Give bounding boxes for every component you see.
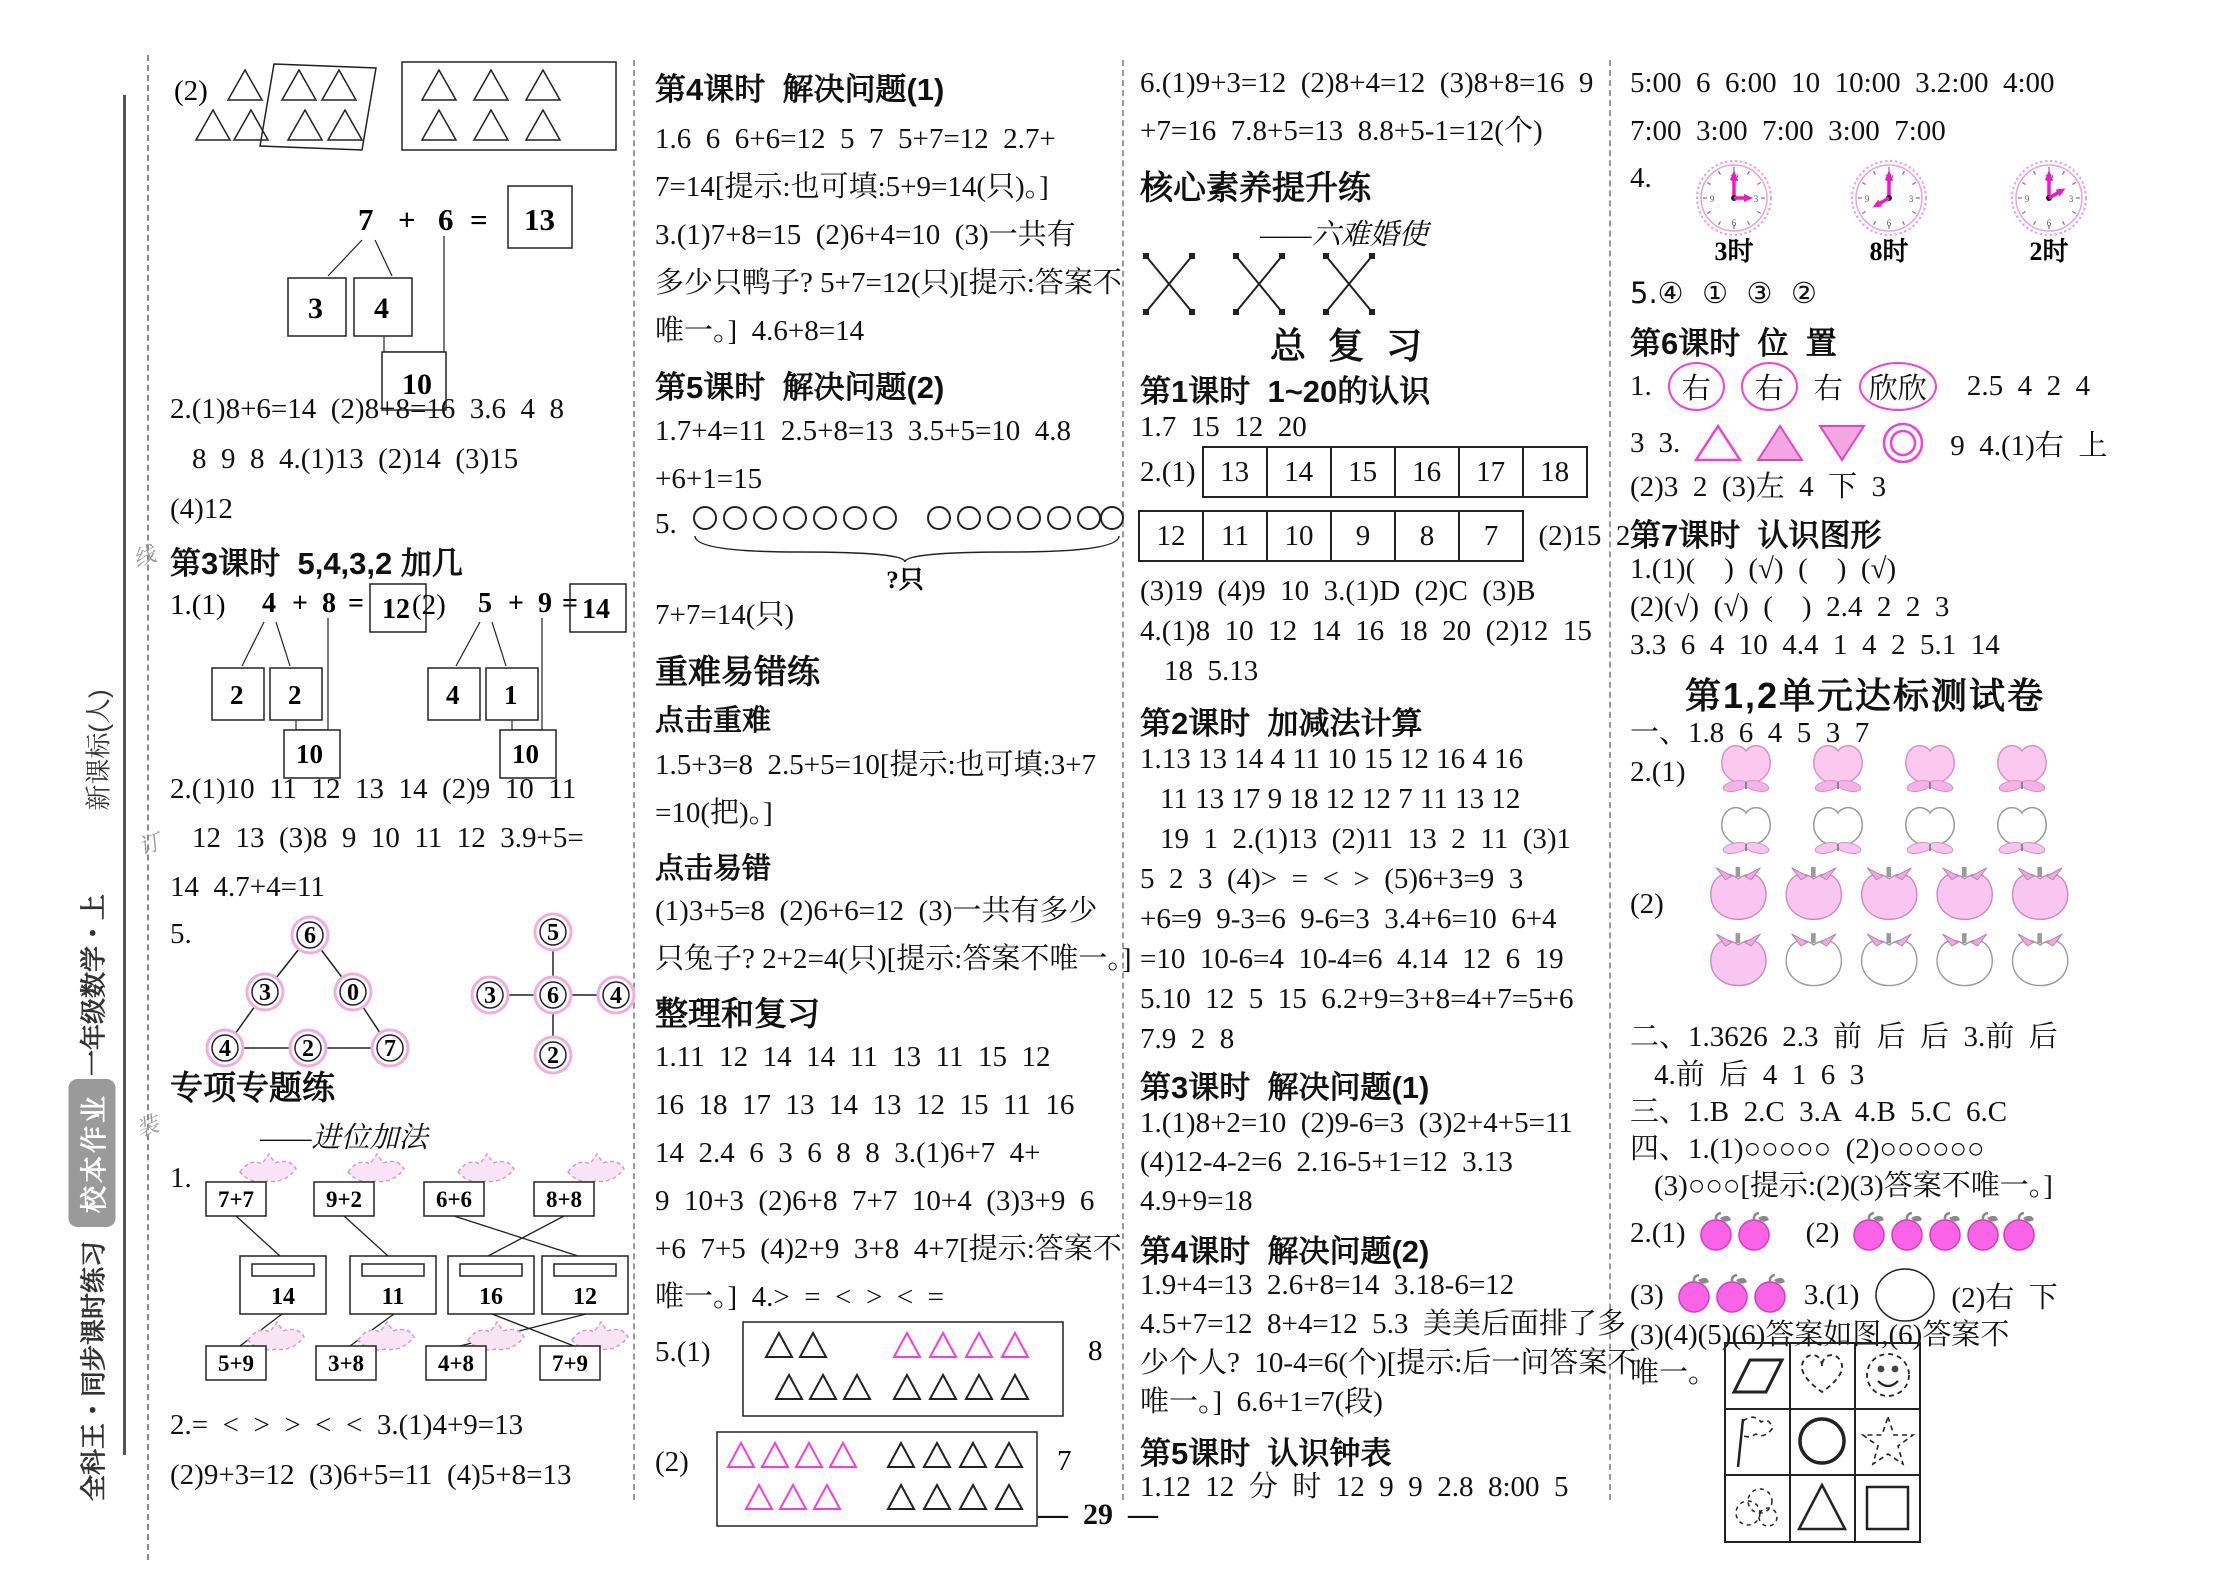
answer-line: 4.前 后 4 1 6 3	[1654, 1059, 1865, 1091]
item-label: 5.	[655, 508, 677, 540]
number-strip-row-1	[1140, 446, 1588, 498]
answer-line: 19 1 2.(1)13 (2)11 13 2 11 (3)1	[1160, 823, 1572, 855]
flower-node: 2	[547, 1043, 559, 1069]
apple-three	[1678, 1274, 1790, 1316]
peach-count-diagram	[1718, 742, 2098, 864]
flower-node: 6	[547, 983, 559, 1009]
answer-line: 16 18 17 13 14 13 12 15 11 16	[655, 1089, 1075, 1121]
item-label: 5.(1)	[655, 1336, 711, 1368]
strip-cell: 13	[1202, 446, 1268, 498]
answer-line: +7=16 7.8+5=13 8.8+5-1=12(个)	[1140, 115, 1543, 147]
answer-line: (3)(4)(5)(6)答案如图,(6)答案不	[1630, 1319, 2010, 1351]
plain-answer: 右	[1813, 373, 1843, 405]
item-label: 5.	[170, 918, 192, 950]
circled-answer: 欣欣	[1859, 362, 1937, 411]
subsection-key: 点击重难	[655, 705, 772, 737]
answer-line: 7.9 2 8	[1140, 1023, 1235, 1055]
flower-node: 2	[302, 1036, 314, 1062]
answer-line: 3.3 6 4 10 4.4 1 4 2 5.1 14	[1630, 629, 2000, 661]
lesson-header-7: 第7课时 认识图形	[1630, 518, 1882, 553]
answer-line: 6.(1)9+3=12 (2)8+4=12 (3)8+8=16 9	[1140, 67, 1594, 99]
bond-part1: 3	[308, 292, 323, 325]
answer-line: 4.5+7=12 8+4=12 5.3 美美后面排了多	[1140, 1308, 1626, 1340]
item-label: 1.	[170, 1162, 192, 1194]
answer-line: 1.(1)( ) (√) ( ) (√)	[1630, 553, 1897, 585]
answer-line: 5 2 3 (4)> = < > (5)6+3=9 3	[1140, 863, 1524, 895]
cell-smiley	[1867, 1354, 1909, 1396]
column-1	[170, 0, 628, 1573]
bond-eq: =	[562, 588, 578, 619]
answer-line: =10 10-6=4 10-4=6 4.14 12 6 19	[1140, 943, 1564, 975]
answer-line: 2.(1)8+6=14 (2)8+8=16 3.6 4 8	[170, 393, 565, 425]
strip-cell: 10	[1266, 510, 1332, 562]
bird-matching-diagram	[198, 1152, 628, 1392]
answer-line: +6=9 9-3=6 9-6=3 3.4+6=10 6+4	[1140, 903, 1557, 935]
flower-node: 5	[547, 920, 559, 946]
binding-dashed-line	[147, 55, 149, 1560]
answer-line: 4.9+9=18	[1140, 1185, 1253, 1217]
bond-plus: +	[292, 588, 308, 619]
circled-answer: 右	[1668, 362, 1725, 411]
answer-line: 14 2.4 6 3 6 8 8 3.(1)6+7 4+	[655, 1137, 1041, 1169]
subsection-error-prone: 点击易错	[655, 853, 772, 885]
item-label: (3)	[1630, 1278, 1664, 1311]
answer-line: 1.11 12 14 14 11 13 11 15 12	[655, 1041, 1051, 1073]
answer-line: 三、1.B 2.C 3.A 4.B 5.C 6.C	[1630, 1096, 2008, 1128]
answer-line: 一、1.8 6 4 5 3 7	[1630, 717, 1870, 749]
circled-answer: 右	[1741, 362, 1798, 411]
answer-line: (4)12	[170, 493, 233, 525]
sidebar-edition	[79, 689, 116, 810]
answer-line: 5.10 12 5 15 6.2+9=3+8=4+7=5+6	[1140, 983, 1574, 1015]
cell-flag	[1738, 1417, 1772, 1467]
section-key-difficult: 重难易错练	[655, 653, 820, 690]
apple-pair	[1700, 1212, 1774, 1254]
answer-line: 1.(1)8+2=10 (2)9-6=3 (3)2+4+5=11	[1140, 1107, 1573, 1139]
strip-cell: 8	[1394, 510, 1460, 562]
answer-line: (4)12-4-2=6 2.16-5+1=12 3.13	[1140, 1146, 1513, 1178]
item-label: 1.(1)	[170, 589, 226, 621]
bond-plus: +	[508, 588, 524, 619]
grade-label: 一年级数学・上	[78, 893, 109, 1077]
answer-line: 多少只鸭子? 5+7=12(只)[提示:答案不	[655, 267, 1122, 299]
nest-value: 11	[381, 1284, 405, 1310]
x-marks	[1140, 250, 1420, 320]
item-label: (2)	[174, 75, 208, 107]
lesson-header-5: 第5课时 认识钟表	[1140, 1436, 1392, 1471]
clock-label: 3时	[1714, 237, 1754, 266]
small-apple-row-1	[1630, 1212, 2039, 1254]
answer-line: 四、1.(1)○○○○○ (2)○○○○○○	[1630, 1133, 1985, 1165]
bond-part2: 4	[374, 292, 389, 325]
lesson-header-1: 第1课时 1~20的认识	[1140, 374, 1431, 409]
answer-line: 11 13 17 9 18 12 12 7 11 13 12	[1160, 783, 1521, 815]
answer-line: 唯一。] 4.6+8=14	[655, 315, 865, 347]
bond-plus: +	[398, 202, 416, 237]
strip-cell: 7	[1458, 510, 1524, 562]
brace-label: ?只	[886, 567, 924, 594]
column-3	[1140, 0, 1637, 1573]
bond-sum: 13	[524, 202, 555, 237]
section-review: 整理和复习	[655, 995, 820, 1032]
bond-part1: 2	[230, 680, 244, 710]
unit-test-title: 第1,2单元达标测试卷	[1685, 675, 2046, 716]
strip-cell: 17	[1458, 446, 1524, 498]
bond-a: 7	[358, 202, 374, 237]
clock-label: 2时	[2029, 237, 2069, 266]
double-circle-icon	[1880, 420, 1926, 466]
item-label: (2)	[412, 589, 446, 621]
column-2	[655, 0, 1132, 1573]
box-answer: 7	[1057, 1445, 1072, 1477]
lesson-header-4: 第4课时 解决问题(1)	[655, 72, 945, 107]
small-apple-row-2	[1630, 1266, 2058, 1324]
answer-line: 少个人? 10-4=6(个)[提示:后一问答案不	[1140, 1347, 1637, 1379]
section-subtitle: ——六难婚使	[1260, 219, 1428, 251]
answer-run: 2.5 4 2 4	[1966, 370, 2091, 402]
answer-line: 4.(1)8 10 12 14 16 18 20 (2)12 15	[1140, 615, 1592, 647]
sidebar-brand	[69, 1079, 116, 1501]
number-bond-trees	[170, 578, 628, 769]
answer-line: 1.12 12 分 时 12 9 9 2.8 8:00 5	[1140, 1471, 1569, 1503]
item-label: (2)	[655, 1446, 689, 1478]
strip-cell: 15	[1330, 446, 1396, 498]
strip-after: (2)15 2	[1524, 519, 1631, 552]
item-label: 1.	[1630, 370, 1652, 402]
answer-line: 12 13 (3)8 9 10 11 12 3.9+5=	[192, 822, 584, 854]
strip-cell: 12	[1138, 510, 1204, 562]
bond-part1: 4	[446, 680, 460, 710]
clock-2	[2012, 161, 2086, 266]
page-number: — 29 —	[1038, 1498, 1158, 1531]
cell-square	[1867, 1487, 1908, 1529]
answer-line: 5:00 6 6:00 10 10:00 3.2:00 4:00	[1630, 67, 2055, 99]
answer-line: (1)3+5=8 (2)6+6=12 (3)一共有多少	[655, 895, 1098, 927]
bond-part2: 2	[288, 680, 302, 710]
cell-heart	[1802, 1355, 1842, 1392]
triangle-inverted-icon	[1818, 422, 1866, 464]
answer-line: 只兔子? 2+2=4(只)[提示:答案不唯一。]	[655, 943, 1132, 975]
column-separator-2	[1122, 60, 1124, 1500]
cell-triangle	[1799, 1485, 1845, 1529]
shapes-answer-row	[1630, 420, 2107, 466]
item-label: 3.	[1658, 426, 1681, 459]
answer-line: 1.9+4=13 2.6+8=14 3.18-6=12	[1140, 1269, 1515, 1301]
item-label: 2.(1)	[1140, 455, 1196, 488]
section-special-practice: 专项专题练	[170, 1069, 335, 1106]
bond-a: 5	[478, 588, 492, 619]
bird-card: 7+7	[217, 1187, 255, 1212]
box-answer: 8	[1088, 1335, 1103, 1367]
clock-8	[1852, 161, 1926, 266]
answer-line: 14 4.7+4=11	[170, 871, 325, 903]
bond-b: 8	[322, 588, 336, 619]
lesson-header-6: 第6课时 位 置	[1630, 326, 1837, 361]
badge-school-homework: 校本作业	[69, 1079, 116, 1227]
bond-b: 9	[538, 588, 552, 619]
cell-circle	[1800, 1419, 1844, 1463]
answer-line: 7:00 3:00 7:00 3:00 7:00	[1630, 115, 1946, 147]
binding-char-ding: 订	[134, 828, 164, 860]
bond-sum: 14	[582, 594, 610, 625]
flower-node: 6	[304, 923, 316, 949]
bird-card: 4+8	[437, 1351, 475, 1376]
nest-value: 12	[573, 1284, 597, 1310]
answer-line: 2.(1)10 11 12 13 14 (2)9 10 11	[170, 773, 577, 805]
answer-line: 7+7=14(只)	[655, 599, 795, 631]
lesson-header-2: 第2课时 加减法计算	[1140, 706, 1423, 741]
item-label: 3.(1)	[1803, 1278, 1860, 1311]
bird-card: 5+9	[217, 1351, 255, 1376]
position-answer-row	[1630, 362, 2090, 411]
lesson-header-4: 第4课时 解决问题(2)	[1140, 1234, 1430, 1269]
flower-node: 0	[347, 980, 359, 1006]
answer-line: (2)(√) (√) ( ) 2.4 2 2 3	[1630, 591, 1950, 623]
answer-line: 8 9 8 4.(1)13 (2)14 (3)15	[192, 443, 519, 475]
answer-line: (3)○○○[提示:(2)(3)答案不唯一。]	[1654, 1170, 2053, 1202]
general-review-title: 总 复 习	[1270, 325, 1429, 366]
bird-card: 9+2	[325, 1187, 363, 1212]
section-subtitle: ——进位加法	[260, 1122, 428, 1154]
bird-card: 6+6	[435, 1187, 473, 1212]
number-strip-row-2	[1140, 510, 1630, 562]
lesson-header-3: 第3课时 解决问题(1)	[1140, 1070, 1430, 1105]
bird-card: 8+8	[545, 1187, 583, 1212]
answer-line: (2)9+3=12 (3)6+5=11 (4)5+8=13	[170, 1459, 572, 1491]
apple-five	[1853, 1212, 2039, 1254]
bond-eq: =	[470, 202, 488, 237]
strip-cell: 9	[1330, 510, 1396, 562]
bond-ten: 10	[296, 739, 323, 769]
clock-diagrams	[1664, 150, 2130, 268]
strip-cell: 16	[1394, 446, 1460, 498]
triangle-count-box-1	[743, 1322, 1117, 1418]
bond-a: 4	[262, 588, 276, 619]
flower-node: 4	[610, 983, 622, 1009]
column-separator-1	[633, 60, 635, 1500]
bird-card: 3+8	[327, 1351, 365, 1376]
lesson-header-5: 第5课时 解决问题(2)	[655, 370, 945, 405]
clock-3	[1697, 161, 1771, 266]
answer-line: 9 10+3 (2)6+8 7+7 10+4 (3)3+9 6	[655, 1185, 1095, 1217]
flower-node: 4	[219, 1036, 231, 1062]
item-label: 2.(1)	[1630, 756, 1686, 788]
bond-b: 6	[438, 202, 454, 237]
answer-line: 二、1.3626 2.3 前 后 后 3.前 后	[1630, 1021, 2058, 1053]
answer-line: 1.5+3=8 2.5+5=10[提示:也可填:3+7	[655, 749, 1097, 781]
section-core-literacy: 核心素养提升练	[1140, 169, 1371, 206]
triangle-outline-icon	[1694, 422, 1742, 464]
answer-line: +6+1=15	[655, 463, 763, 495]
answer-run: 9 4.(1)右 上	[1950, 429, 2108, 462]
answer-token: 3	[1630, 426, 1645, 459]
strip-cell: 11	[1202, 510, 1268, 562]
bond-part2: 1	[504, 680, 518, 710]
answer-line: +6 7+5 (4)2+9 3+8 4+7[提示:答案不	[655, 1233, 1122, 1265]
strip-cell: 18	[1522, 446, 1588, 498]
clock-label: 8时	[1869, 237, 1909, 266]
flower-node: 7	[384, 1036, 396, 1062]
apple-count-diagram	[1708, 866, 2108, 1002]
flower-node: 3	[484, 983, 496, 1009]
answer-line: 2.= < > > < < 3.(1)4+9=13	[170, 1409, 524, 1441]
shape-grid-answer	[1724, 1342, 1922, 1544]
item-label: (2)	[1630, 888, 1664, 920]
nest-value: 16	[479, 1284, 503, 1310]
triangle-count-box-2	[717, 1432, 1091, 1528]
answer-line: 18 5.13	[1164, 655, 1259, 687]
flower-node: 3	[259, 980, 271, 1006]
circle-answer-icon	[1873, 1266, 1937, 1324]
brand-label: 全科王・同步课时练习	[78, 1240, 109, 1502]
triangle-cluster-and-bond-diagram	[170, 58, 620, 401]
answer-line: 3.(1)7+8=15 (2)6+4=10 (3)一共有	[655, 219, 1076, 251]
answer-line: (2)3 2 (3)左 4 下 3	[1630, 471, 1887, 503]
answer-line: 唯一。	[1630, 1357, 1718, 1389]
answer-line: 5.④ ① ③ ②	[1630, 276, 1817, 310]
answer-line: =10(把)。]	[655, 797, 773, 829]
cell-parallelogram	[1734, 1360, 1782, 1392]
answer-line: 唯一。] 4.> = < > < =	[655, 1281, 945, 1313]
answer-line: 唯一。] 6.6+1=7(段)	[1140, 1386, 1383, 1418]
binding-char-xian: 线	[129, 540, 159, 572]
answer-line: 1.13 13 14 4 11 10 15 12 16 4 16	[1140, 743, 1524, 775]
circles-brace-diagram	[691, 500, 1117, 592]
sidebar-grade	[74, 894, 111, 1076]
cell-cloud	[1736, 1489, 1777, 1526]
answer-line: 7=14[提示:也可填:5+9=14(只)。]	[655, 171, 1049, 203]
nest-value: 14	[271, 1284, 295, 1310]
bond-ten: 10	[402, 368, 432, 401]
bond-ten: 10	[512, 739, 539, 769]
column-4	[1630, 0, 2130, 1573]
margin-rule	[123, 95, 126, 1455]
triangle-filled-icon	[1756, 422, 1804, 464]
item-label: (2)	[1805, 1216, 1840, 1249]
answer-line: 1.7+4=11 2.5+8=13 3.5+5=10 4.8	[655, 415, 1072, 447]
answer-line: 1.6 6 6+6=12 5 7 5+7=12 2.7+	[655, 123, 1056, 155]
item-label: 4.	[1630, 162, 1652, 194]
item-label: 2.(1)	[1630, 1216, 1686, 1249]
answer-run: (2)右 下	[1951, 1281, 2058, 1314]
edition-label: 新课标(人)	[83, 689, 114, 811]
cell-star	[1863, 1417, 1913, 1464]
column-separator-3	[1609, 60, 1611, 1500]
binding-char-zhuang: 装	[132, 1110, 162, 1142]
lesson-header-3: 第3课时 5,4,3,2 加几	[170, 546, 463, 581]
number-flower-diagrams	[200, 910, 628, 1078]
strip-cell: 14	[1266, 446, 1332, 498]
bird-card: 7+9	[551, 1351, 589, 1376]
bond-eq: =	[348, 588, 364, 619]
answer-line: (3)19 (4)9 10 3.(1)D (2)C (3)B	[1140, 575, 1536, 607]
answer-line: 1.7 15 12 20	[1140, 411, 1307, 443]
bond-sum: 12	[382, 594, 410, 625]
